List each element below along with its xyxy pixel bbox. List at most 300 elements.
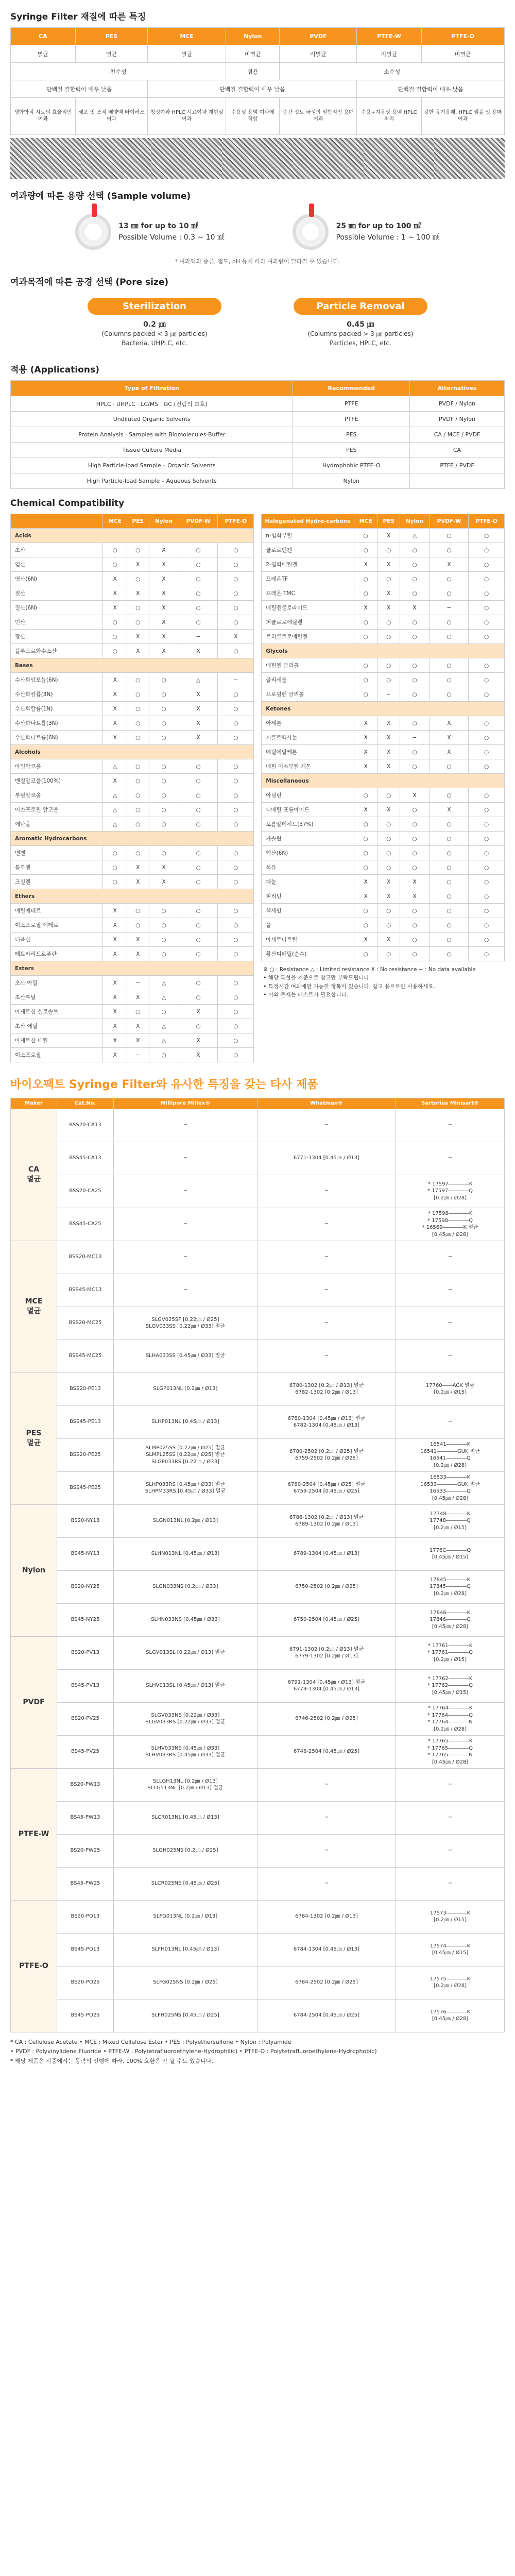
hydrophilic-cell: 친수성: [11, 63, 226, 80]
chem-cell: ○: [469, 803, 505, 817]
cell-line: SLHN033NS [0.45㎛ / Ø33]: [151, 1617, 220, 1623]
cell-line: SLHP033RS [0.45㎛ / Ø33] 멸균: [145, 1481, 225, 1487]
chem-cell: X: [103, 572, 127, 586]
chem-cell: ○: [149, 846, 179, 860]
chem-cell: ○: [218, 716, 254, 731]
table-row: [262, 702, 505, 716]
cell-line: −: [324, 1848, 329, 1854]
cell-line: −: [183, 1155, 188, 1161]
table-row: [11, 658, 254, 673]
chem-cell: X: [400, 601, 430, 615]
chem-cell: X: [354, 716, 377, 731]
cell-line: −: [448, 1353, 453, 1359]
chem-name: 인산: [11, 615, 103, 630]
compare-cell: [257, 1999, 396, 2032]
compare-title: 바이오팩트 Syringe Filter와 유사한 특징을 갖는 타사 제품: [10, 1078, 318, 1091]
chem-name: 석유: [262, 860, 354, 875]
chem-cell: ○: [218, 731, 254, 745]
chem-cell: ○: [127, 615, 149, 630]
compare-cell: [396, 1142, 505, 1175]
table-row: [262, 889, 505, 904]
chem-name: 아세트산 셀로솔브: [11, 1005, 103, 1019]
membrane-photo: [364, 138, 434, 179]
compare-cell: [114, 1438, 258, 1471]
table-row: [262, 586, 505, 601]
compare-cell: [114, 1241, 258, 1274]
chem-header: [11, 514, 103, 529]
chem-cell: X: [377, 529, 400, 543]
chem-cell: X: [377, 557, 400, 572]
membrane-photo: [434, 138, 505, 179]
chem-cell: ○: [218, 1033, 254, 1048]
chem-cell: ○: [179, 918, 218, 933]
table-row: [11, 933, 254, 947]
chem-name: 메틸 이소부틸 케톤: [262, 759, 354, 774]
table-row: [11, 803, 254, 817]
cell-line: −: [448, 1254, 453, 1260]
chem-cell: ○: [400, 817, 430, 832]
cell-line: 17574――――K: [430, 1943, 471, 1949]
maker-cell: [11, 1636, 57, 1768]
cell-line: BS45-NY13: [71, 1551, 100, 1557]
compare-cell: [114, 1142, 258, 1175]
chem-cell: ○: [354, 817, 377, 832]
chem-cell: ○: [103, 543, 127, 557]
chem-name: 포름알데히드(37%): [262, 817, 354, 832]
catno-cell: [57, 1307, 114, 1340]
chem-cell: ○: [377, 543, 400, 557]
compare-cell: [396, 1471, 505, 1504]
filter-13mm: [75, 214, 225, 250]
maker-cell: [11, 1768, 57, 1900]
cell-line: 6789-1304 [0.45㎛ / Ø13]: [293, 1551, 359, 1557]
chem-cell: ○: [179, 572, 218, 586]
volume-note: * 여과액의 종류, 점도, pH 등에 따라 여과량이 달라질 수 있습니다.: [175, 258, 340, 265]
compare-cell: [396, 1933, 505, 1966]
chem-cell: X: [354, 557, 377, 572]
chem-cell: ○: [218, 875, 254, 889]
chem-cell: X: [103, 687, 127, 702]
catno-cell: [57, 1208, 114, 1241]
compare-cell: [396, 1438, 505, 1471]
compare-cell: [114, 1372, 258, 1405]
chem-cell: ○: [127, 759, 149, 774]
table-row: [11, 1019, 254, 1033]
chem-cell: ○: [127, 731, 149, 745]
catno-cell: [57, 1966, 114, 1999]
compare-cell: [114, 1175, 258, 1208]
filter-25mm: [293, 214, 439, 250]
table-row: [11, 615, 254, 630]
legend-line: ※ ○ : Resistance △ : Limited resistance X : No resistance − : No data available: [263, 967, 476, 973]
chem-header: PTFE-O: [469, 514, 505, 529]
table-row: [262, 630, 505, 644]
membrane-photo: [10, 138, 81, 179]
table-row: [11, 1438, 505, 1471]
chem-cell: ○: [430, 759, 469, 774]
cell-line: 16533――――Q: [430, 1488, 471, 1494]
chem-cell: ○: [103, 846, 127, 860]
chem-cell: −: [377, 687, 400, 702]
cell-line: 6759-2504 [0.45㎛ / Ø25]: [293, 1488, 359, 1494]
chem-cell: ○: [430, 586, 469, 601]
app-cell: PTFE: [293, 396, 410, 412]
cell-line: 6759-2502 [0.2㎛ / Ø25]: [295, 1455, 358, 1461]
chem-cell: ○: [377, 572, 400, 586]
compare-cell: [257, 1241, 396, 1274]
chem-cell: X: [149, 601, 179, 615]
app-cell: PES: [293, 443, 410, 458]
chem-cell: ○: [430, 933, 469, 947]
cell-line: −: [324, 1815, 329, 1821]
compare-cell: [396, 1372, 505, 1405]
cell-line: * 17598――――Q: [427, 1217, 473, 1224]
membrane-photo: [222, 138, 293, 179]
cell-line: 16533――――K: [430, 1475, 471, 1480]
chem-cell: ○: [127, 1005, 149, 1019]
cell-line: 6784-1304 [0.45㎛ / Ø13]: [293, 1946, 359, 1953]
chem-cell: X: [103, 702, 127, 716]
table-row: [11, 716, 254, 731]
cell-line: [0.2㎛ / Ø28]: [434, 1462, 467, 1468]
chem-cell: ○: [469, 630, 505, 644]
chem-name: 벤젠: [11, 846, 103, 860]
cell-line: BS45-NY25: [71, 1617, 100, 1623]
chem-name: 염산: [11, 557, 103, 572]
large-volume: Possible Volume : 1 ~ 100 ㎖: [336, 233, 440, 242]
large-size: 25 ㎜ for up to 100 ㎖: [336, 222, 421, 230]
chem-name: 프로필렌 글리콜: [262, 687, 354, 702]
app-cell: High Particle-load Sample – Organic Solvents: [11, 458, 293, 473]
chem-cell: −: [400, 731, 430, 745]
cell-line: * 17764――――Q: [427, 1712, 473, 1718]
feature-cell: 생화학적 시료의 효율적인 여과: [11, 98, 76, 135]
cell-line: BS20-PV13: [71, 1650, 99, 1656]
chem-cell: ○: [218, 947, 254, 961]
chem-name: 염산(6N): [11, 572, 103, 586]
pore-option: [294, 298, 427, 348]
chem-cell: ○: [218, 990, 254, 1005]
chem-cell: ○: [400, 904, 430, 918]
sterility-cell: 비멸균: [280, 45, 357, 63]
membrane-photo: [293, 138, 364, 179]
chem-cell: ○: [377, 630, 400, 644]
app-header: Alternatives: [410, 381, 505, 396]
table-row: [11, 889, 254, 904]
chem-cell: ○: [430, 615, 469, 630]
sterility-cell: 멸균: [11, 45, 76, 63]
catno-cell: [57, 1702, 114, 1735]
app-cell: PES: [293, 427, 410, 443]
cell-line: SLHP013NL [0.45㎛ / Ø13]: [151, 1419, 219, 1425]
cell-line: 17845――――K: [430, 1577, 471, 1583]
table-row: [11, 412, 505, 427]
app-header: Type of Filtration: [11, 381, 293, 396]
chem-cell: X: [103, 673, 127, 687]
compare-cell: [114, 1702, 258, 1735]
cell-line: 6784-2504 [0.45㎛ / Ø25]: [293, 2012, 359, 2019]
chem-cell: ○: [179, 976, 218, 990]
chem-cell: ○: [179, 947, 218, 961]
cell-line: SLGN033NS [0.2㎛ / Ø33]: [152, 1584, 218, 1590]
chem-cell: ○: [430, 875, 469, 889]
chem-cell: ○: [430, 904, 469, 918]
chem-cell: ○: [354, 572, 377, 586]
chem-cell: X: [377, 745, 400, 759]
chem-name: 프레온 TMC: [262, 586, 354, 601]
applications-table: [10, 380, 505, 489]
chem-cell: ○: [469, 817, 505, 832]
chem-cell: X: [149, 615, 179, 630]
chem-name: 피리딘: [262, 889, 354, 904]
table-row: [11, 918, 254, 933]
compare-cell: [114, 1603, 258, 1636]
chem-name: 황산: [11, 630, 103, 644]
maker-line: PTFE-O: [19, 1961, 48, 1970]
chem-cell: X: [127, 947, 149, 961]
cell-line: * 17762――――Q: [427, 1683, 473, 1689]
cell-line: [0.45㎛ / Ø15]: [432, 1689, 469, 1696]
cell-line: * 17761――――K: [427, 1642, 473, 1649]
chem-category: Glycols: [262, 644, 505, 658]
chem-cell: X: [400, 788, 430, 803]
chem-name: 플루오르화수소산: [11, 644, 103, 658]
chem-cell: ○: [377, 846, 400, 860]
table-row: [262, 918, 505, 933]
table-row: [262, 832, 505, 846]
pore-option: [88, 298, 221, 348]
chem-cell: ○: [179, 543, 218, 557]
cell-line: −: [183, 1287, 188, 1293]
catno-cell: [57, 1438, 114, 1471]
cell-line: 6791-1304 [0.45㎛ / Ø13] 멸균: [287, 1679, 366, 1685]
table-row: [11, 557, 254, 572]
pore-size: 0.45 ㎛: [347, 320, 374, 329]
compare-cell: [114, 1340, 258, 1372]
compare-cell: [114, 1504, 258, 1537]
table-row: [11, 1900, 505, 1933]
chem-category: Ethers: [11, 889, 254, 904]
chem-name: 페놀: [262, 875, 354, 889]
chem-cell: ○: [179, 615, 218, 630]
compare-cell: [257, 1669, 396, 1702]
chem-name: 가솔린: [262, 832, 354, 846]
chem-cell: ○: [430, 788, 469, 803]
material-type: PVDF: [280, 28, 357, 45]
chem-cell: ○: [469, 658, 505, 673]
table-row: [262, 673, 505, 687]
chem-cell: ○: [354, 832, 377, 846]
chem-cell: ○: [218, 601, 254, 615]
maker-line: PVDF: [23, 1698, 45, 1706]
maker-line: 멸균: [26, 1175, 41, 1183]
chem-name: 수산화암모늄(6N): [11, 673, 103, 687]
chem-cell: X: [127, 1033, 149, 1048]
compare-cell: [114, 1570, 258, 1603]
chem-cell: ○: [377, 658, 400, 673]
chem-cell: ○: [179, 875, 218, 889]
cell-line: SLFH013NL [0.45㎛ / Ø13]: [151, 1946, 219, 1953]
chem-cell: ○: [400, 759, 430, 774]
cell-line: 6746-2504 [0.45㎛ / Ø25]: [293, 1749, 359, 1755]
app-cell: HPLC · UHPLC · LC/MS · GC (컨럼의 보호): [11, 396, 293, 412]
chem-cell: X: [354, 745, 377, 759]
compare-cell: [114, 1669, 258, 1702]
chem-cell: ○: [218, 759, 254, 774]
chem-category: Miscellaneous: [262, 774, 505, 788]
chem-cell: △: [149, 1033, 179, 1048]
cell-line: [0.45㎛ / Ø28]: [432, 1495, 469, 1501]
table-row: [11, 473, 505, 489]
table-row: [11, 1241, 505, 1274]
chem-cell: ○: [149, 687, 179, 702]
maker-cell: [11, 1241, 57, 1372]
chem-cell: ○: [218, 860, 254, 875]
table-row: [262, 557, 505, 572]
chem-cell: ○: [149, 947, 179, 961]
cell-line: BSS45-MC13: [68, 1287, 102, 1293]
chem-cell: △: [179, 673, 218, 687]
footnote-line: * CA : Cellulose Acetate • MCE : Mixed Cellulose Ester • PES : Polyethersulfone • Nylon : Polyamide: [10, 2038, 291, 2045]
chem-cell: ○: [354, 904, 377, 918]
chem-cell: ○: [149, 716, 179, 731]
compare-cell: [114, 1109, 258, 1142]
cell-line: [0.2㎛ / Ø15]: [434, 1917, 467, 1923]
chem-cell: ○: [469, 759, 505, 774]
chem-cell: ○: [400, 803, 430, 817]
chem-cell: ○: [218, 557, 254, 572]
chem-category: Aromatic Hydrocarbons: [11, 832, 254, 846]
cell-line: BSS45-PE25: [70, 1485, 101, 1491]
chem-cell: X: [377, 601, 400, 615]
chem-cell: X: [149, 630, 179, 644]
chem-cell: X: [354, 933, 377, 947]
compare-cell: [257, 1735, 396, 1768]
table-row: [11, 1274, 505, 1307]
cell-line: −: [324, 1188, 329, 1194]
catno-cell: [57, 1372, 114, 1405]
cell-line: 6780-2504 [0.45㎛ / Ø25] 멸균: [287, 1481, 366, 1487]
cell-line: 16541――――GUK 멸균: [420, 1448, 480, 1454]
app-cell: Hydrophobic PTFE-O: [293, 458, 410, 473]
cell-line: 16541――――Q: [430, 1455, 471, 1461]
table-row: [11, 832, 254, 846]
chem-name: 크실렌: [11, 875, 103, 889]
cell-line: 6780-1304 [0.45㎛ / Ø13] 멸균: [287, 1415, 366, 1421]
table-row: [262, 529, 505, 543]
cell-line: −: [448, 1419, 453, 1425]
table-row: [11, 427, 505, 443]
app-cell: Nylon: [293, 473, 410, 489]
chem-header: Halogenated Hydro-carbons: [262, 514, 354, 529]
app-header: Recommended: [293, 381, 410, 396]
chem-cell: ○: [430, 918, 469, 933]
chem-cell: ○: [400, 543, 430, 557]
table-row: [262, 759, 505, 774]
chem-cell: X: [354, 875, 377, 889]
catno-cell: [57, 1603, 114, 1636]
chem-cell: X: [179, 716, 218, 731]
chem-cell: ○: [400, 947, 430, 961]
compare-cell: [396, 1603, 505, 1636]
cell-line: SLGN013NL [0.2㎛ / Ø13]: [152, 1518, 218, 1524]
cell-line: 17748――――Q: [430, 1518, 471, 1524]
pore-section: [0, 275, 515, 353]
compare-header: Sartorius Minisart®: [396, 1098, 505, 1109]
chem-name: 물: [262, 918, 354, 933]
table-row: [11, 759, 254, 774]
chem-cell: X: [430, 557, 469, 572]
cell-line: SLGH025NS [0.2㎛ / Ø25]: [152, 1848, 218, 1854]
feature-cell: 청정여과 HPLC 시료여과 재현성 여과: [148, 98, 226, 135]
table-row: [11, 1405, 505, 1438]
cell-line: 1776C――――Q: [429, 1547, 471, 1553]
chem-cell: ○: [377, 615, 400, 630]
chem-cell: ○: [179, 601, 218, 615]
catno-cell: [57, 1999, 114, 2032]
cell-line: 6779-1304 [0.45㎛ / Ø13]: [293, 1686, 359, 1692]
catno-cell: [57, 1933, 114, 1966]
cell-line: BS45-PW13: [70, 1815, 100, 1821]
cell-line: −: [183, 1254, 188, 1260]
cell-line: * 17598――――K: [427, 1211, 473, 1216]
cell-line: BS20-PO13: [71, 1913, 100, 1920]
compare-cell: [257, 1966, 396, 1999]
app-cell: PTFE / PVDF: [410, 458, 505, 473]
cell-line: SLMPL25SS [0.22㎛ / Ø25] 멸균: [146, 1452, 225, 1458]
chem-name: 핵산(6N): [262, 846, 354, 860]
app-cell: Protein Analysis · Samples with Biomolecules-Buffer: [11, 427, 293, 443]
cell-line: BSS45-CA13: [69, 1155, 101, 1161]
table-row: [11, 1471, 505, 1504]
compare-cell: [257, 1570, 396, 1603]
feature-cell: 수용성 용액 여과에 적합: [226, 98, 280, 135]
cell-line: SLHV033RS [0.45㎛ / Ø33] 멸균: [145, 1752, 226, 1758]
chem-cell: ○: [149, 1048, 179, 1062]
catno-cell: [57, 1471, 114, 1504]
compare-cell: [396, 1208, 505, 1241]
cell-line: 17575――――K: [430, 1976, 471, 1982]
cell-line: SLFH025NS [0.45㎛ / Ø25]: [151, 2012, 219, 2019]
chem-name: 클로로벤젠: [262, 543, 354, 557]
table-row: [11, 529, 254, 543]
footnote-line: • PVDF : Polyvinylidene Fluoride • PTFE-W : Polytetrafluoroethylene-Hydrophilic) • PTFE-O : Polytetrafluoroethylene-Hydrophobic): [10, 2048, 377, 2055]
cell-line: [0.2㎛ / Ø15]: [434, 1524, 467, 1531]
maker-cell: [11, 1109, 57, 1241]
table-row: [262, 904, 505, 918]
feature-cell: 세포 및 조직 배양액 바이러스 여과: [75, 98, 147, 135]
chem-name: 글리세롤: [262, 673, 354, 687]
compare-cell: [257, 1768, 396, 1801]
chem-cell: ○: [430, 832, 469, 846]
chem-cell: ○: [469, 904, 505, 918]
legend-line: • 이외 문제는 테스트가 필요합니다.: [263, 991, 349, 998]
cell-line: −: [448, 1155, 453, 1161]
compare-cell: [257, 1471, 396, 1504]
app-cell: CA: [410, 443, 505, 458]
sterility-cell: 비멸균: [226, 45, 280, 63]
table-row: [11, 1307, 505, 1340]
cell-line: BSS20-MC25: [68, 1320, 102, 1326]
chem-cell: ○: [179, 817, 218, 832]
chem-cell: ○: [400, 572, 430, 586]
compare-cell: [257, 1834, 396, 1867]
cell-line: −: [448, 1815, 453, 1821]
catno-cell: [57, 1109, 114, 1142]
cell-line: * 17597――――K: [427, 1181, 473, 1187]
compare-cell: [396, 1801, 505, 1834]
cell-line: BSS45-PE13: [70, 1419, 101, 1425]
